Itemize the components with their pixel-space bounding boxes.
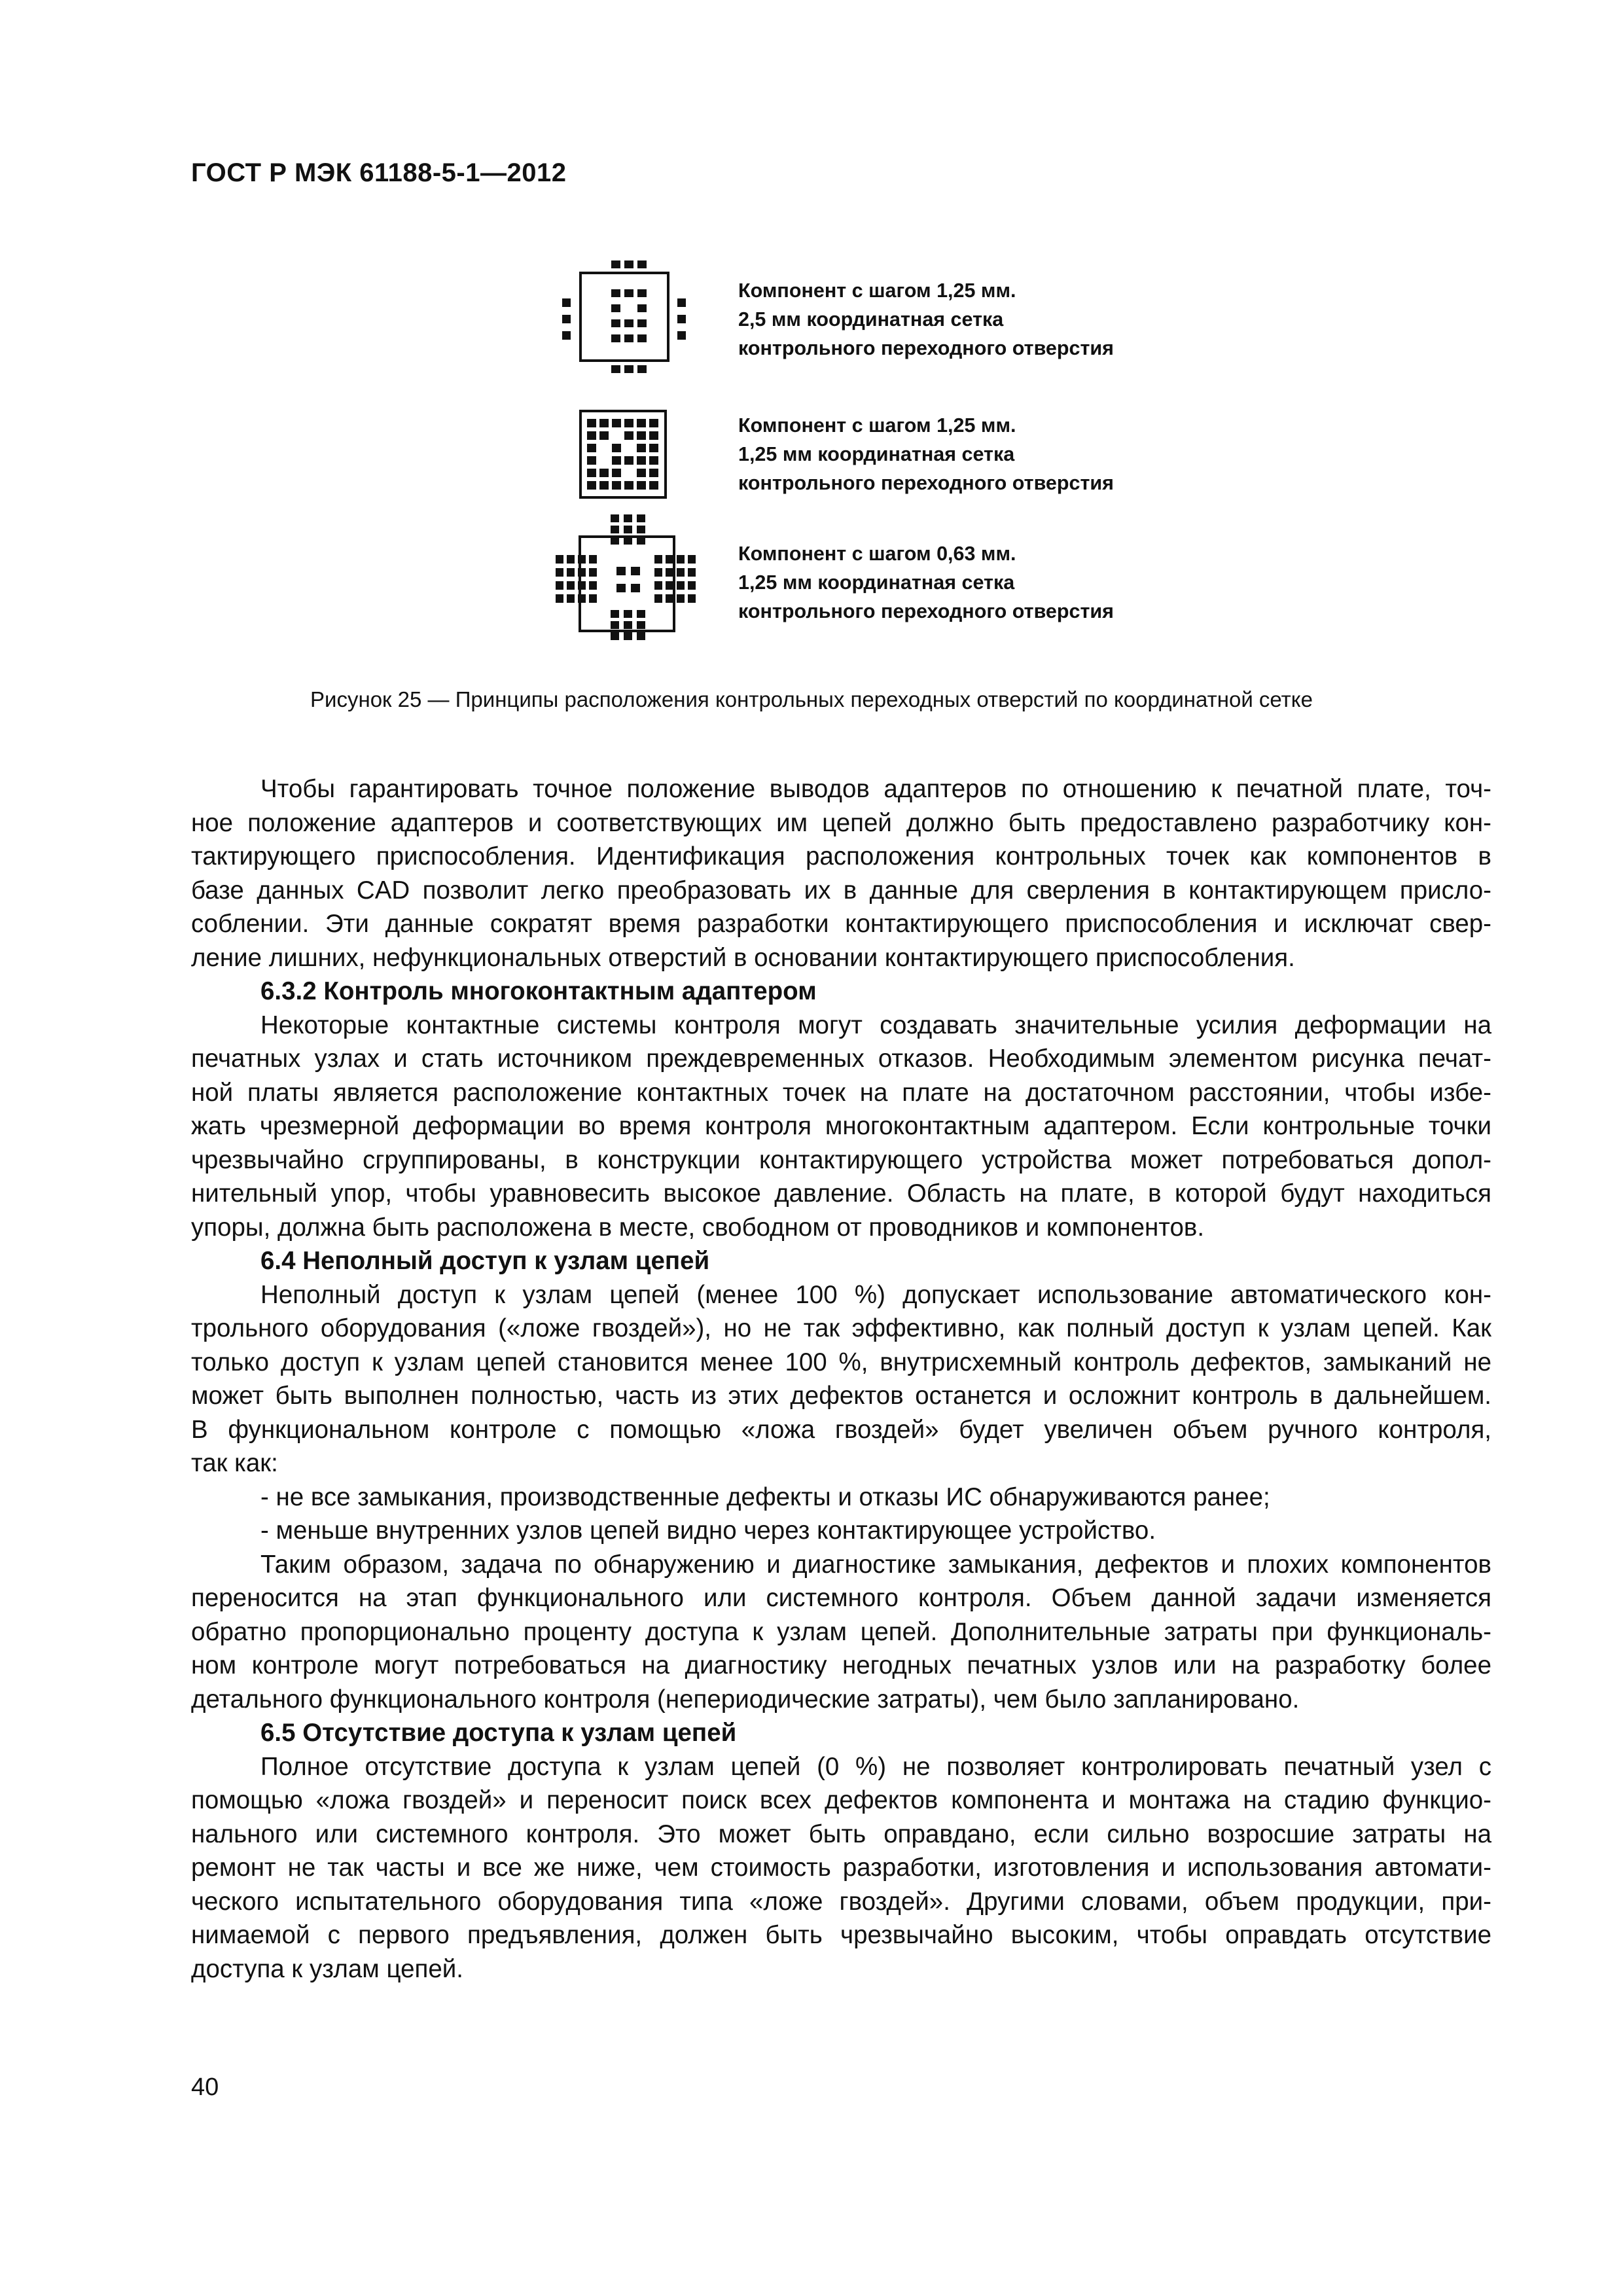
text-line: переносится на этап функционального или системного контроля. Объем данной задачи изменяется xyxy=(191,1584,1491,1612)
test-pad xyxy=(637,610,645,618)
test-pad xyxy=(624,514,632,522)
text-line: чрезвычайно сгруппированы, в конструкции контактирующего устройства может потребоваться допол- xyxy=(191,1145,1491,1174)
test-pad xyxy=(649,456,658,465)
text-line: ной платы является расположение контактных точек на плате на достаточном расстоянии, чтобы избе- xyxy=(191,1078,1491,1107)
test-pad xyxy=(567,568,575,577)
paragraph-2 xyxy=(191,1009,1491,1245)
test-pad xyxy=(654,594,662,603)
test-pad xyxy=(688,594,696,603)
test-pad xyxy=(624,610,632,618)
diagram-pitch-125-grid-25 xyxy=(562,260,686,373)
paragraph-5 xyxy=(191,1750,1491,1986)
test-pad xyxy=(612,456,621,465)
figure-label-2 xyxy=(738,411,1114,497)
text-line: Неполный доступ к узлам цепей (менее 100 %) допускает использование автоматического кон- xyxy=(260,1280,1491,1309)
test-pad xyxy=(666,568,673,577)
test-pad xyxy=(677,555,685,564)
figure-label-line: Компонент с шагом 0,63 мм. xyxy=(738,543,1016,565)
test-pad xyxy=(611,514,619,522)
test-pad xyxy=(611,610,619,618)
test-pad xyxy=(616,567,626,575)
test-pad xyxy=(677,581,685,590)
text-line: ном контроле могут потребоваться на диагностику негодных печатных узлов или на разработку более xyxy=(191,1651,1491,1679)
test-pad xyxy=(556,581,563,590)
test-pad xyxy=(556,568,563,577)
test-pad xyxy=(611,526,619,533)
section-heading-6-3-2: 6.3.2 Контроль многоконтактным адаптером xyxy=(260,977,817,1005)
test-pad xyxy=(589,581,597,590)
test-pad xyxy=(587,444,596,452)
test-pad xyxy=(612,419,621,427)
test-pad xyxy=(599,431,609,440)
test-pad xyxy=(637,419,646,427)
text-line: помощью «ложа гвоздей» и переносит поиск всех дефектов компонента и монтажа на стадию функцио- xyxy=(191,1786,1491,1814)
test-pad xyxy=(616,584,626,592)
test-pad xyxy=(624,419,633,427)
test-pad xyxy=(654,555,662,564)
test-pad xyxy=(567,581,575,590)
text-line: тактирующего приспособления. Идентификация расположения контрольных точек как компонентов в xyxy=(191,842,1491,870)
figure-label-line: 2,5 мм координатная сетка xyxy=(738,308,1004,331)
test-pad xyxy=(587,456,596,465)
document-body xyxy=(191,772,1491,1986)
test-pad xyxy=(637,481,646,490)
test-pad xyxy=(567,555,575,564)
text-line: трольного оборудования («ложе гвоздей»), но не так эффективно, как полный доступ к узлам цепей. Как xyxy=(191,1314,1491,1342)
component-outline xyxy=(580,273,668,361)
diagram-pitch-063-grid-125 xyxy=(556,514,696,640)
test-pad xyxy=(624,456,633,465)
figure-label-line: контрольного переходного отверстия xyxy=(738,600,1114,622)
test-pad xyxy=(599,469,609,477)
text-line: так как: xyxy=(191,1449,278,1477)
text-line: ческого испытательного оборудования типа «ложе гвоздей». Другими словами, объем продукции, при- xyxy=(191,1887,1491,1916)
test-pad xyxy=(624,481,633,490)
text-line: жать чрезмерной деформации во время контроля многоконтактным адаптером. Если контрольные точки xyxy=(191,1112,1491,1140)
text-line: доступа к узлам цепей. xyxy=(191,1954,463,1983)
test-pad xyxy=(637,469,646,477)
text-line: нимаемой с первого предъявления, должен быть чрезвычайно высоким, чтобы оправдать отсутствие xyxy=(191,1921,1491,1949)
figure-label-line: Компонент с шагом 1,25 мм. xyxy=(738,414,1016,437)
text-line: детального функционального контроля (непериодические затраты), чем было запланировано. xyxy=(191,1685,1300,1713)
test-pad xyxy=(587,469,596,477)
figure-label-3 xyxy=(738,539,1114,626)
test-pad xyxy=(631,567,640,575)
test-pad xyxy=(649,431,658,440)
text-line: ремонт не так часты и все же ниже, чем стоимость разработки, изготовления и использования автомати- xyxy=(191,1854,1491,1882)
paragraph-4 xyxy=(191,1548,1491,1717)
test-pad xyxy=(688,568,696,577)
text-line: обратно пропорционально проценту доступа к узлам цепей. Дополнительные затраты при функциональ- xyxy=(191,1617,1491,1646)
figure-label-line: Компонент с шагом 1,25 мм. xyxy=(738,279,1016,302)
text-line: Таким образом, задача по обнаружению и диагностике замыкания, дефектов и плохих компонентов xyxy=(260,1550,1491,1579)
test-pad xyxy=(631,584,640,592)
test-pad xyxy=(666,555,673,564)
test-pad xyxy=(666,581,673,590)
test-pad xyxy=(624,632,632,640)
paragraph-1 xyxy=(191,772,1491,975)
text-line: печатных узлах и стать источником преждевременных отказов. Необходимым элементом рисунка печат- xyxy=(191,1045,1491,1073)
figure-label-line: 1,25 мм координатная сетка xyxy=(738,443,1015,465)
test-pad xyxy=(624,431,633,440)
test-pad xyxy=(612,469,621,477)
test-pad xyxy=(688,581,696,590)
diagram-pitch-125-grid-125 xyxy=(580,411,666,497)
text-line: упоры, должна быть расположена в месте, свободном от проводников и компонентов. xyxy=(191,1213,1205,1242)
text-line: может быть выполнен полностью, часть из этих дефектов останется и осложнит контроль в дальнейшем. xyxy=(191,1382,1491,1410)
test-pad xyxy=(637,456,646,465)
text-line: базе данных CAD позволит легко преобразовать их в данные для сверления в контактирующем присло- xyxy=(191,876,1491,905)
list-item: - не все замыкания, производственные дефекты и отказы ИС обнаруживаются ранее; xyxy=(260,1482,1270,1511)
test-pad xyxy=(637,621,645,629)
test-pad xyxy=(589,555,597,564)
test-pad xyxy=(677,594,685,603)
section-heading-6-5: 6.5 Отсутствие доступа к узлам цепей xyxy=(260,1719,737,1747)
test-pad xyxy=(649,444,658,452)
text-line: В функциональном контроле с помощью «ложа гвоздей» будет увеличен объем ручного контроля, xyxy=(191,1415,1491,1444)
page-number: 40 xyxy=(191,2073,219,2101)
test-pad xyxy=(637,431,646,440)
test-pad xyxy=(624,621,632,629)
figure-label-1 xyxy=(738,276,1114,363)
text-line: только доступ к узлам цепей становится менее 100 %, внутрисхемный контроль дефектов, замыканий не xyxy=(191,1348,1491,1376)
test-pad xyxy=(611,621,619,629)
test-pad xyxy=(637,526,645,533)
text-line: ное положение адаптеров и соответствующих им цепей должно быть предоставлено разработчику кон- xyxy=(191,808,1491,837)
test-pad xyxy=(612,481,621,490)
test-pad xyxy=(624,526,632,533)
text-line: Чтобы гарантировать точное положение выводов адаптеров по отношению к печатной плате, точ- xyxy=(260,775,1491,803)
list-item: - меньше внутренних узлов цепей видно через контактирующее устройство. xyxy=(260,1516,1156,1545)
test-pad xyxy=(567,594,575,603)
text-line: соблении. Эти данные сократят время разработки контактирующего приспособления и исключат свер- xyxy=(191,910,1491,938)
test-pad xyxy=(599,481,609,490)
test-pad xyxy=(599,419,609,427)
figure-25 xyxy=(0,0,1623,655)
test-pad xyxy=(587,419,596,427)
figure-label-line: контрольного переходного отверстия xyxy=(738,337,1114,359)
text-line: нального или системного контроля. Это может быть оправдано, если сильно возросшие затраты на xyxy=(191,1820,1491,1848)
test-pad xyxy=(666,594,673,603)
test-pad xyxy=(637,514,645,522)
figure-caption: Рисунок 25 — Принципы расположения контрольных переходных отверстий по координатной сетке xyxy=(310,687,1313,711)
test-pad xyxy=(612,444,621,452)
text-line: нительный упор, чтобы уравновесить высокое давление. Область на плате, в которой будут находиться xyxy=(191,1179,1491,1208)
test-pad xyxy=(688,555,696,564)
test-pad xyxy=(649,419,658,427)
test-pad xyxy=(654,581,662,590)
figure-label-line: 1,25 мм координатная сетка xyxy=(738,571,1015,594)
test-pad xyxy=(611,632,619,640)
section-heading-6-4: 6.4 Неполный доступ к узлам цепей xyxy=(260,1247,710,1275)
paragraph-3 xyxy=(191,1278,1491,1480)
test-pad xyxy=(589,594,597,603)
test-pad xyxy=(587,481,596,490)
test-pad xyxy=(654,568,662,577)
document-header: ГОСТ Р МЭК 61188-5-1—2012 xyxy=(191,158,567,187)
test-pad xyxy=(649,481,658,490)
test-pad xyxy=(637,632,645,640)
test-pad xyxy=(649,469,658,477)
test-pad xyxy=(677,568,685,577)
text-line: ление лишних, нефункциональных отверстий в основании контактирующего приспособления. xyxy=(191,943,1295,972)
test-pad xyxy=(637,444,646,452)
test-pad xyxy=(587,431,596,440)
text-line: Полное отсутствие доступа к узлам цепей (0 %) не позволяет контролировать печатный узел с xyxy=(260,1752,1491,1781)
text-line: Некоторые контактные системы контроля могут создавать значительные усилия деформации на xyxy=(260,1011,1491,1039)
test-pad xyxy=(556,594,563,603)
test-pad xyxy=(556,555,563,564)
test-pad xyxy=(589,568,597,577)
figure-label-line: контрольного переходного отверстия xyxy=(738,472,1114,494)
